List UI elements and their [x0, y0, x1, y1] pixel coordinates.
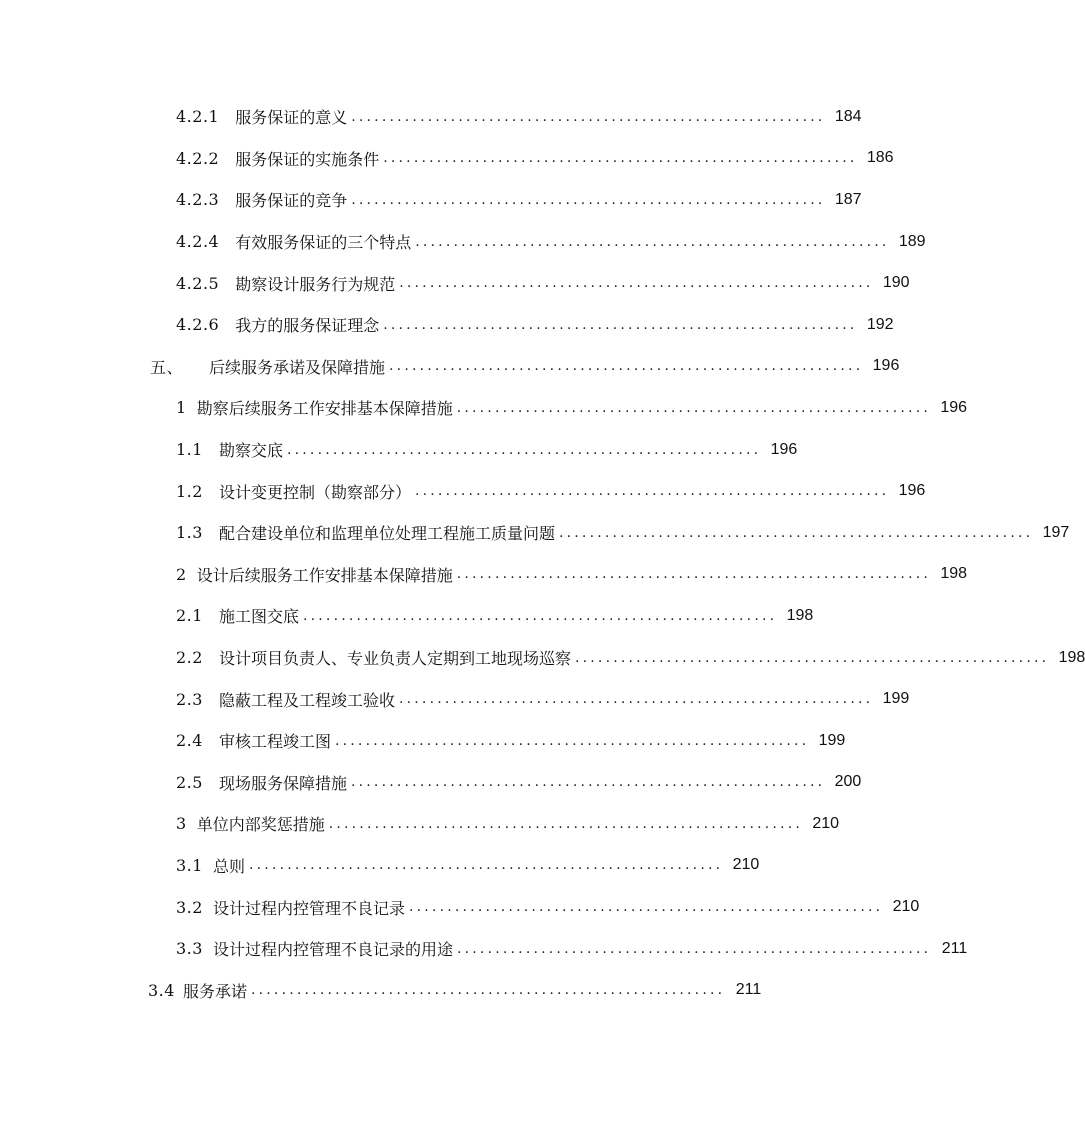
toc-leader-dots: .............................................................. [350, 774, 826, 791]
toc-number: 3 [176, 814, 187, 834]
toc-number: 3.1 [176, 855, 203, 875]
toc-number: 1.1 [176, 440, 203, 460]
toc-entry-section-5[interactable] [0, 346, 900, 388]
toc-entry-2[interactable] [0, 554, 968, 596]
toc-leader-dots: .............................................................. [383, 150, 858, 167]
toc-page-number: 210 [732, 856, 760, 874]
toc-number: 4.2.2 [176, 148, 220, 168]
toc-number: 2 [176, 564, 187, 584]
toc-title: 隐蔽工程及工程竣工验收 [218, 690, 395, 710]
toc-leader-dots: .............................................................. [399, 275, 874, 292]
toc-leader-dots: .............................................................. [398, 691, 874, 708]
toc-entry-3-3[interactable] [0, 928, 968, 970]
toc-number: 2.3 [176, 689, 203, 709]
toc-leader-dots: .............................................................. [456, 940, 932, 957]
toc-number: 2.2 [176, 648, 203, 668]
toc-leader-dots: .............................................................. [389, 358, 864, 375]
toc-number: 1.3 [176, 523, 203, 543]
toc-number: 1 [176, 398, 187, 418]
toc-entry-4-2-3[interactable] [0, 179, 862, 221]
toc-number: 4.2.1 [176, 107, 220, 127]
toc-entry-3[interactable] [0, 803, 840, 845]
toc-number: 4.2.4 [176, 232, 220, 252]
toc-title: 服务承诺 [182, 981, 247, 1001]
toc-entry-2-1[interactable] [0, 595, 814, 637]
toc-leader-dots: .............................................................. [558, 524, 1034, 541]
toc-page-number: 192 [866, 315, 894, 333]
toc-entry-3-1[interactable] [0, 845, 793, 887]
toc-page-number: 210 [812, 814, 840, 832]
toc-page-number: 196 [940, 398, 968, 416]
toc-leader-dots: .............................................................. [574, 649, 1050, 666]
toc-number: 4.2.3 [176, 190, 220, 210]
toc-entry-1-3[interactable] [0, 512, 1070, 554]
toc-title: 审核工程竣工图 [218, 732, 331, 752]
toc-page-number: 196 [770, 440, 798, 458]
table-of-contents [0, 96, 1085, 1011]
toc-number: 2.1 [176, 606, 203, 626]
toc-title: 施工图交底 [218, 607, 299, 627]
toc-number: 2.4 [176, 731, 203, 751]
toc-title: 现场服务保障措施 [218, 773, 347, 793]
toc-title: 设计过程内控管理不良记录 [212, 898, 405, 918]
toc-page-number: 186 [866, 149, 894, 167]
toc-title: 总则 [212, 856, 245, 876]
toc-leader-dots: .............................................................. [414, 483, 890, 500]
toc-page-number: 196 [898, 482, 926, 500]
toc-entry-3-2[interactable] [0, 886, 920, 928]
toc-title: 后续服务承诺及保障措施 [209, 357, 386, 377]
toc-page-number: 196 [872, 357, 900, 375]
toc-entry-3-4[interactable] [0, 969, 793, 1011]
toc-leader-dots: .............................................................. [250, 982, 726, 999]
toc-number: 1.2 [176, 481, 203, 501]
toc-number: 3.4 [148, 980, 175, 1000]
toc-entry-1-2[interactable] [0, 470, 926, 512]
toc-title: 配合建设单位和监理单位处理工程施工质量问题 [218, 524, 555, 544]
toc-page-number: 198 [1058, 648, 1085, 666]
toc-leader-dots: .............................................................. [383, 316, 858, 333]
toc-entry-4-2-5[interactable] [0, 262, 910, 304]
toc-leader-dots: .............................................................. [248, 857, 724, 874]
toc-page-number: 189 [898, 232, 926, 250]
toc-number: 4.2.6 [176, 315, 220, 335]
toc-leader-dots: .............................................................. [286, 441, 762, 458]
toc-title: 设计过程内控管理不良记录的用途 [212, 940, 453, 960]
toc-page-number: 199 [882, 690, 910, 708]
toc-entry-4-2-2[interactable] [0, 138, 894, 180]
toc-page-number: 190 [882, 274, 910, 292]
toc-page-number: 211 [735, 981, 762, 999]
toc-leader-dots: .............................................................. [351, 191, 826, 208]
toc-title: 勘察设计服务行为规范 [235, 274, 396, 294]
toc-number: 4.2.5 [176, 273, 220, 293]
toc-page-number: 184 [834, 107, 862, 125]
toc-leader-dots: .............................................................. [415, 233, 890, 250]
toc-page-number: 198 [940, 565, 968, 583]
toc-page-number: 197 [1042, 523, 1070, 541]
toc-entry-2-2[interactable] [0, 637, 1085, 679]
toc-page-number: 210 [892, 898, 920, 916]
toc-title: 设计后续服务工作安排基本保障措施 [196, 565, 453, 585]
toc-entry-2-5[interactable] [0, 762, 862, 804]
toc-page-number: 187 [834, 190, 862, 208]
toc-number: 3.3 [176, 939, 203, 959]
toc-leader-dots: .............................................................. [456, 566, 932, 583]
toc-entry-2-4[interactable] [0, 720, 846, 762]
toc-leader-dots: .............................................................. [408, 899, 884, 916]
toc-title: 服务保证的竞争 [235, 191, 348, 211]
toc-title: 设计项目负责人、专业负责人定期到工地现场巡察 [218, 649, 571, 669]
toc-title: 服务保证的实施条件 [235, 149, 380, 169]
toc-page-number: 200 [834, 773, 862, 791]
toc-title: 勘察交底 [218, 441, 283, 461]
toc-number: 五、 [150, 357, 184, 377]
toc-page-number: 211 [941, 939, 968, 957]
toc-leader-dots: .............................................................. [334, 732, 810, 749]
toc-title: 设计变更控制（勘察部分） [218, 482, 411, 502]
toc-title: 有效服务保证的三个特点 [235, 233, 412, 253]
toc-leader-dots: .............................................................. [351, 108, 826, 125]
toc-leader-dots: .............................................................. [328, 815, 804, 832]
toc-entry-2-3[interactable] [0, 678, 910, 720]
toc-title: 单位内部奖惩措施 [196, 815, 325, 835]
toc-entry-4-2-6[interactable] [0, 304, 894, 346]
toc-leader-dots: .............................................................. [302, 607, 778, 624]
toc-leader-dots: .............................................................. [456, 399, 932, 416]
toc-entry-1[interactable] [0, 387, 968, 429]
toc-number: 3.2 [176, 897, 203, 917]
toc-entry-4-2-4[interactable] [0, 221, 926, 263]
toc-entry-1-1[interactable] [0, 429, 798, 471]
toc-page-number: 199 [818, 731, 846, 749]
toc-number: 2.5 [176, 772, 203, 792]
toc-title: 勘察后续服务工作安排基本保障措施 [196, 399, 453, 419]
toc-entry-4-2-1[interactable] [0, 96, 862, 138]
toc-title: 我方的服务保证理念 [235, 316, 380, 336]
toc-page-number: 198 [786, 606, 814, 624]
toc-title: 服务保证的意义 [235, 108, 348, 128]
